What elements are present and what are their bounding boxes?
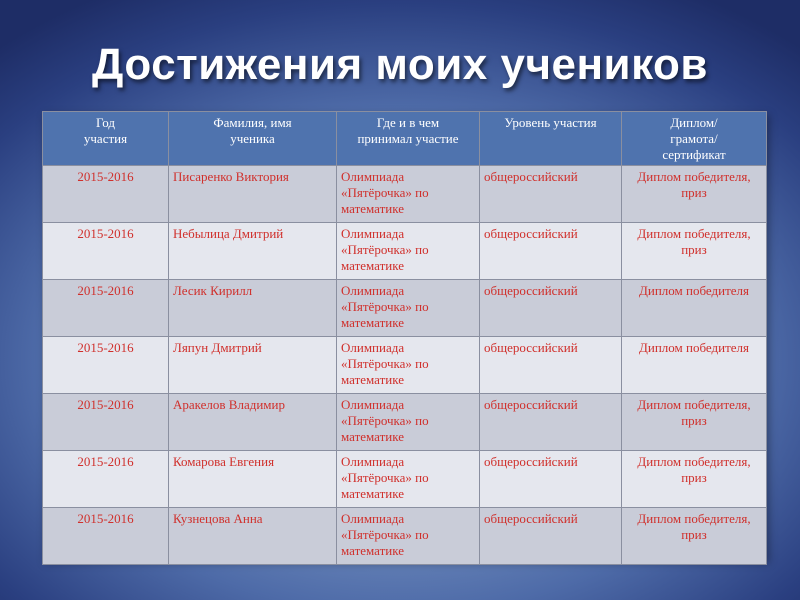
achievements-table: [42, 111, 767, 565]
cell-year: 2015-2016: [43, 280, 169, 337]
cell-year: 2015-2016: [43, 337, 169, 394]
cell-student-name: Небылица Дмитрий: [169, 223, 337, 280]
cell-award: Диплом победителя, приз: [622, 394, 767, 451]
table-row: [43, 394, 767, 451]
table-row: [43, 451, 767, 508]
cell-event: Олимпиада «Пятёрочка» по математике: [337, 394, 480, 451]
cell-level: общероссийский: [480, 508, 622, 565]
table-row: [43, 337, 767, 394]
cell-student-name: Комарова Евгения: [169, 451, 337, 508]
cell-award: Диплом победителя, приз: [622, 166, 767, 223]
cell-award: Диплом победителя, приз: [622, 451, 767, 508]
cell-level: общероссийский: [480, 280, 622, 337]
cell-student-name: Писаренко Виктория: [169, 166, 337, 223]
cell-level: общероссийский: [480, 337, 622, 394]
header-award-label: Диплом/ грамота/ сертификат: [662, 115, 726, 162]
cell-event: Олимпиада «Пятёрочка» по математике: [337, 166, 480, 223]
header-year-label: Год участия: [83, 115, 128, 146]
cell-award: Диплом победителя: [622, 280, 767, 337]
cell-level: общероссийский: [480, 223, 622, 280]
header-level: [480, 112, 622, 166]
table-header-row: [43, 112, 767, 166]
table-row: [43, 223, 767, 280]
cell-student-name: Аракелов Владимир: [169, 394, 337, 451]
cell-student-name: Ляпун Дмитрий: [169, 337, 337, 394]
cell-year: 2015-2016: [43, 508, 169, 565]
header-year: [43, 112, 169, 166]
cell-year: 2015-2016: [43, 166, 169, 223]
cell-level: общероссийский: [480, 166, 622, 223]
cell-student-name: Кузнецова Анна: [169, 508, 337, 565]
cell-award: Диплом победителя: [622, 337, 767, 394]
cell-event: Олимпиада «Пятёрочка» по математике: [337, 508, 480, 565]
header-event-label: Где и в чем принимал участие: [357, 115, 459, 146]
cell-level: общероссийский: [480, 451, 622, 508]
header-student-name: [169, 112, 337, 166]
cell-event: Олимпиада «Пятёрочка» по математике: [337, 223, 480, 280]
table-row: [43, 280, 767, 337]
table-row: [43, 166, 767, 223]
slide-title: Достижения моих учеников: [92, 40, 708, 89]
cell-year: 2015-2016: [43, 451, 169, 508]
header-event: [337, 112, 480, 166]
header-level-label: Уровень участия: [504, 115, 597, 130]
cell-year: 2015-2016: [43, 394, 169, 451]
header-student-name-label: Фамилия, имя ученика: [213, 115, 292, 146]
cell-level: общероссийский: [480, 394, 622, 451]
table-row: [43, 508, 767, 565]
cell-event: Олимпиада «Пятёрочка» по математике: [337, 280, 480, 337]
cell-award: Диплом победителя, приз: [622, 223, 767, 280]
cell-year: 2015-2016: [43, 223, 169, 280]
cell-award: Диплом победителя, приз: [622, 508, 767, 565]
cell-event: Олимпиада «Пятёрочка» по математике: [337, 337, 480, 394]
achievements-table-container: [42, 111, 766, 559]
cell-event: Олимпиада «Пятёрочка» по математике: [337, 451, 480, 508]
cell-student-name: Лесик Кирилл: [169, 280, 337, 337]
header-award: [622, 112, 767, 166]
